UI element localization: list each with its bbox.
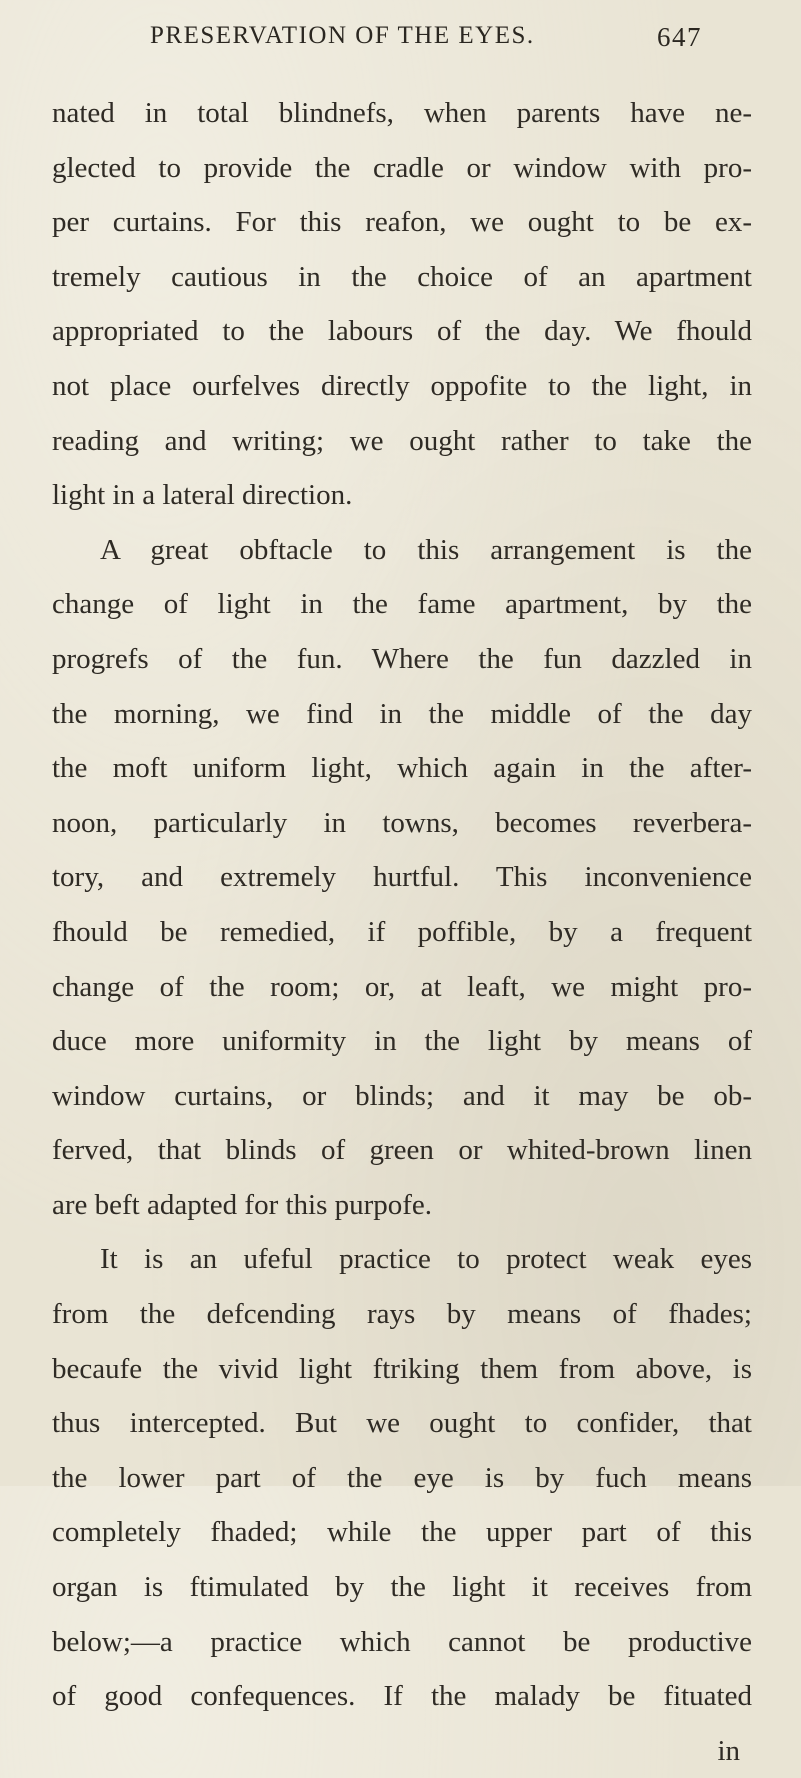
paragraph-start-line: A great obftacle to this arrangement is the [100, 533, 752, 566]
text-line: glected to provide the cradle or window with pro- [52, 151, 752, 184]
text-line: from the defcending rays by means of fhades; [52, 1298, 752, 1331]
text-line: progrefs of the fun. Where the fun dazzled in [52, 642, 752, 675]
text-line: thus intercepted. But we ought to confider, that [52, 1407, 752, 1440]
text-line: the moft uniform light, which again in the after- [52, 752, 752, 785]
text-line: change of the room; or, at leaft, we might pro- [52, 970, 752, 1003]
text-line: below;—a practice which cannot be productive [52, 1625, 752, 1658]
text-line: tremely cautious in the choice of an apartment [52, 260, 752, 293]
text-line: completely fhaded; while the upper part of this [52, 1516, 752, 1549]
paragraph-start-line: It is an ufeful practice to protect weak eyes [100, 1243, 752, 1276]
text-line: noon, particularly in towns, becomes reverbera- [52, 806, 752, 839]
text-line: becaufe the vivid light ftriking them from above, is [52, 1352, 752, 1385]
text-line: are beft adapted for this purpofe. [52, 1188, 433, 1221]
text-line: organ is ftimulated by the light it receives from [52, 1571, 752, 1604]
text-line: fhould be remedied, if poffible, by a frequent [52, 915, 752, 948]
catchword: in [717, 1734, 740, 1767]
text-line: duce more uniformity in the light by means of [52, 1025, 752, 1058]
text-line: the morning, we find in the middle of the day [52, 697, 752, 730]
page-number: 647 [657, 22, 702, 52]
text-line: ferved, that blinds of green or whited-brown linen [52, 1134, 752, 1167]
text-line: nated in total blindnefs, when parents have ne- [52, 97, 752, 129]
text-line: window curtains, or blinds; and it may be ob- [52, 1079, 752, 1112]
text-line: of good confequences. If the malady be fituated [52, 1680, 752, 1713]
text-line: not place ourfelves directly oppofite to the light, in [52, 369, 752, 402]
text-line: change of light in the fame apartment, by the [52, 588, 752, 621]
running-head [150, 22, 710, 62]
text-line: reading and writing; we ought rather to take the [52, 424, 752, 457]
text-line: tory, and extremely hurtful. This inconvenience [52, 861, 752, 894]
text-line: appropriated to the labours of the day. We fhould [52, 315, 752, 348]
text-line: per curtains. For this reafon, we ought to be ex- [52, 206, 752, 239]
body-text [52, 86, 752, 1778]
running-title: PRESERVATION OF THE EYES. [150, 22, 535, 49]
text-line: the lower part of the eye is by fuch means [52, 1461, 752, 1494]
text-line: light in a lateral direction. [52, 479, 353, 512]
